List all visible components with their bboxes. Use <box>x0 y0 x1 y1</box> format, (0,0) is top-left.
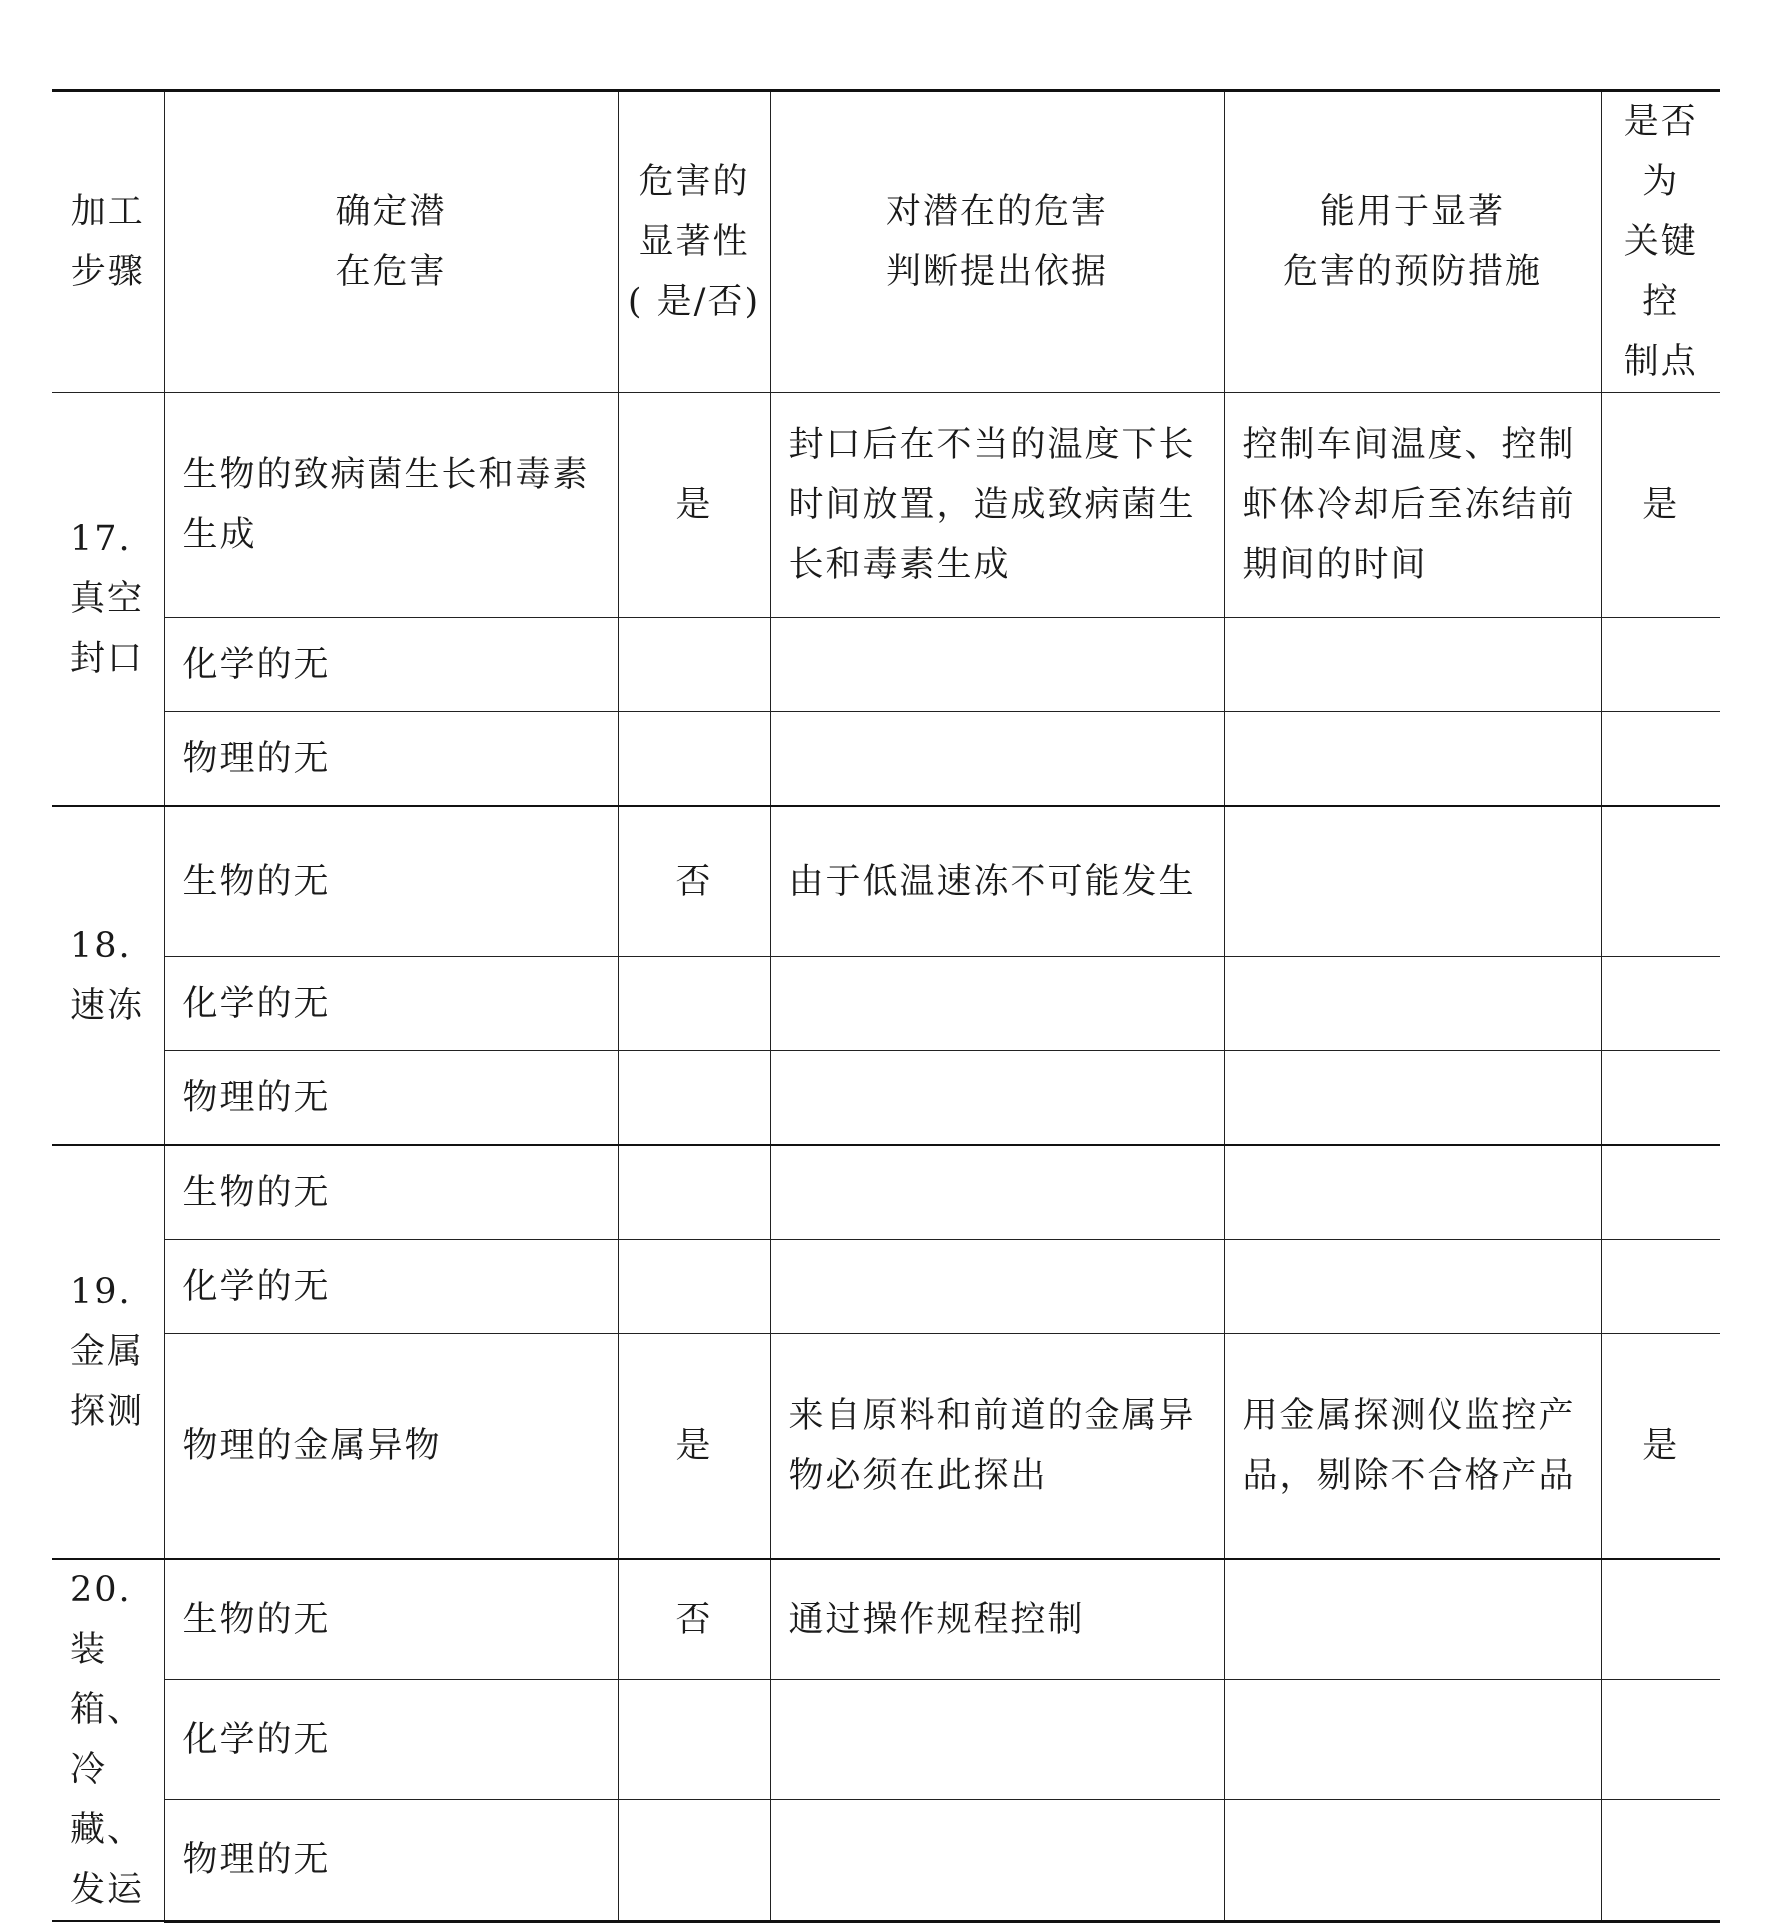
significance-cell: 否 <box>618 806 770 957</box>
ccp-cell <box>1601 1559 1720 1680</box>
ccp-cell <box>1601 1240 1720 1334</box>
basis-cell <box>770 957 1224 1051</box>
table-row <box>52 1559 1720 1680</box>
step-cell <box>52 1145 164 1559</box>
table-row <box>52 806 1720 957</box>
header-measures <box>1224 91 1601 393</box>
hazard-cell: 生物的无 <box>164 1145 618 1240</box>
ccp-cell <box>1601 957 1720 1051</box>
table-header <box>52 91 1720 393</box>
hazard-cell: 化学的无 <box>164 618 618 712</box>
basis-cell <box>770 712 1224 807</box>
measures-cell <box>1224 618 1601 712</box>
measures-cell: 用金属探测仪监控产品，剔除不合格产品 <box>1224 1334 1601 1560</box>
step-name: 金属 探测 <box>70 1332 145 1432</box>
hazard-cell: 生物的致病菌生长和毒素生成 <box>164 393 618 618</box>
measures-cell <box>1224 806 1601 957</box>
step-cell <box>52 1559 164 1921</box>
ccp-cell <box>1601 806 1720 957</box>
header-significance <box>618 91 770 393</box>
hazard-analysis-table <box>52 89 1720 1923</box>
header-step-text: 加工 步骤 <box>70 192 145 292</box>
hazard-cell: 物理的无 <box>164 1051 618 1146</box>
step-number: 18. <box>70 925 132 966</box>
step-cell <box>52 806 164 1145</box>
basis-cell: 通过操作规程控制 <box>770 1559 1224 1680</box>
header-hazard-text: 确定潜 在危害 <box>335 192 447 292</box>
hazard-cell: 物理的无 <box>164 1800 618 1921</box>
step-cell <box>52 393 164 807</box>
table-row <box>52 1145 1720 1240</box>
header-ccp-text: 是否为 关键控 制点 <box>1623 102 1698 382</box>
ccp-cell: 是 <box>1601 1334 1720 1560</box>
ccp-cell <box>1601 1145 1720 1240</box>
step-number: 20. <box>70 1570 132 1610</box>
hazard-cell: 化学的无 <box>164 1240 618 1334</box>
table-body <box>52 393 1720 1922</box>
ccp-cell: 是 <box>1601 393 1720 618</box>
header-step <box>52 91 164 393</box>
significance-cell <box>618 618 770 712</box>
ccp-cell <box>1601 1800 1720 1921</box>
header-basis <box>770 91 1224 393</box>
measures-cell <box>1224 1051 1601 1146</box>
basis-cell <box>770 618 1224 712</box>
table-row <box>52 1051 1720 1146</box>
measures-cell <box>1224 1680 1601 1800</box>
significance-cell: 否 <box>618 1559 770 1680</box>
basis-cell <box>770 1680 1224 1800</box>
basis-cell <box>770 1800 1224 1921</box>
hazard-cell: 化学的无 <box>164 957 618 1051</box>
significance-cell <box>618 1145 770 1240</box>
measures-cell <box>1224 1800 1601 1921</box>
measures-cell <box>1224 1240 1601 1334</box>
ccp-cell <box>1601 1051 1720 1146</box>
hazard-cell: 物理的金属异物 <box>164 1334 618 1560</box>
ccp-cell <box>1601 1680 1720 1800</box>
header-measures-text: 能用于显著 危害的预防措施 <box>1282 192 1542 292</box>
measures-cell <box>1224 712 1601 807</box>
header-hazard <box>164 91 618 393</box>
header-row <box>52 91 1720 393</box>
step-name: 装箱、 冷藏、 发运 <box>70 1630 145 1910</box>
hazard-cell: 生物的无 <box>164 1559 618 1680</box>
table-row <box>52 712 1720 807</box>
significance-cell <box>618 1680 770 1800</box>
significance-cell <box>618 1240 770 1334</box>
basis-cell: 由于低温速冻不可能发生 <box>770 806 1224 957</box>
header-basis-text: 对潜在的危害 判断提出依据 <box>885 192 1108 292</box>
basis-cell <box>770 1240 1224 1334</box>
table-row <box>52 618 1720 712</box>
basis-cell <box>770 1145 1224 1240</box>
hazard-cell: 化学的无 <box>164 1680 618 1800</box>
table-row <box>52 1334 1720 1560</box>
measures-cell <box>1224 1145 1601 1240</box>
significance-cell <box>618 712 770 807</box>
step-name: 速冻 <box>70 985 145 1026</box>
header-ccp <box>1601 91 1720 393</box>
significance-cell <box>618 1051 770 1146</box>
basis-cell <box>770 1051 1224 1146</box>
table-row <box>52 1240 1720 1334</box>
significance-cell <box>618 957 770 1051</box>
table-row <box>52 1680 1720 1800</box>
step-number: 17. <box>70 519 132 559</box>
table-row <box>52 957 1720 1051</box>
basis-cell: 封口后在不当的温度下长时间放置，造成致病菌生长和毒素生成 <box>770 393 1224 618</box>
measures-cell: 控制车间温度、控制虾体冷却后至冻结前期间的时间 <box>1224 393 1601 618</box>
table-row <box>52 1800 1720 1921</box>
header-significance-text: 危害的 显著性 ( 是/否) <box>627 162 761 322</box>
hazard-cell: 生物的无 <box>164 806 618 957</box>
measures-cell <box>1224 1559 1601 1680</box>
ccp-cell <box>1601 712 1720 807</box>
significance-cell: 是 <box>618 1334 770 1560</box>
hazard-cell: 物理的无 <box>164 712 618 807</box>
basis-cell: 来自原料和前道的金属异物必须在此探出 <box>770 1334 1224 1560</box>
step-number: 19. <box>70 1272 132 1312</box>
significance-cell <box>618 1800 770 1921</box>
measures-cell <box>1224 957 1601 1051</box>
ccp-cell <box>1601 618 1720 712</box>
step-name: 真空 封口 <box>70 579 145 679</box>
table-row <box>52 393 1720 618</box>
significance-cell: 是 <box>618 393 770 618</box>
